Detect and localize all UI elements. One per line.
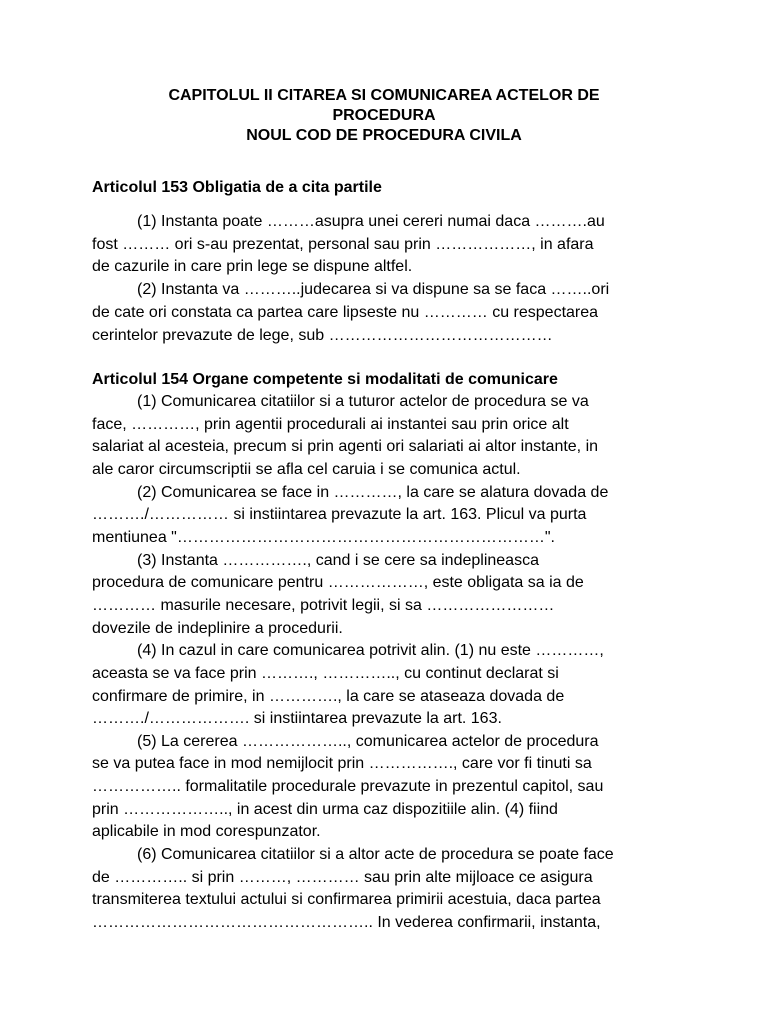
article-153-line: (2) Instanta va ………..judecarea si va dispune sa se faca ……..ori (137, 281, 610, 298)
article-154-line: (1) Comunicarea citatiilor si a tuturor actelor de procedura se va (137, 393, 589, 410)
article-154-line: ………… masurile necesare, potrivit legii, si sa …………………… (92, 597, 555, 614)
title-line-3: NOUL COD DE PROCEDURA CIVILA (246, 127, 522, 144)
article-154-line: dovezile de indeplinire a procedurii. (92, 620, 343, 637)
article-154-line: aceasta se va face prin ………., ………….., cu continut declarat si (92, 665, 559, 682)
article-153-line: de cazurile in care prin lege se dispune altfel. (92, 258, 413, 275)
article-153-line: fost ……… ori s-au prezentat, personal sau prin ………………, in afara (92, 236, 594, 253)
article-154-line: face, …………, prin agentii procedurali ai instantei sau prin orice alt (92, 416, 569, 433)
article-154-line: ………./…………… si instiintarea prevazute la art. 163. Plicul va purta (92, 506, 587, 523)
article-154-line: mentiunea "……………………………………………………………". (92, 529, 555, 546)
article-154-line: (5) La cererea ……………….., comunicarea actelor de procedura (137, 733, 599, 750)
article-154-line: salariat al acesteia, precum si prin agenti ori salariati ai altor instante, in (92, 438, 599, 455)
article-154-line: se va putea face in mod nemijlocit prin ……………., care vor fi tinuti sa (92, 755, 592, 772)
article-153-line: (1) Instanta poate ………asupra unei cereri numai daca ……….au (137, 213, 605, 230)
article-153-line: cerintelor prevazute de lege, sub …………………………………… (92, 327, 553, 344)
article-154-line: (4) In cazul in care comunicarea potrivit alin. (1) nu este …………, (137, 642, 604, 659)
article-154-line: de ………….. si prin ………, ………… sau prin alte mijloace ce asigura (92, 869, 593, 886)
article-154-heading: Articolul 154 Organe competente si modalitati de comunicare (92, 371, 558, 388)
article-154-line: ………./………………. si instiintarea prevazute la art. 163. (92, 710, 502, 727)
article-154-line: …………….. formalitatile procedurale prevazute in prezentul capitol, sau (92, 778, 604, 795)
article-154-line: prin ……………….., in acest din urma caz dispozitiile alin. (4) fiind (92, 801, 558, 818)
article-154-line: aplicabile in mod corespunzator. (92, 823, 321, 840)
article-153-heading: Articolul 153 Obligatia de a cita partile (92, 179, 382, 196)
article-154-line: ale caror circumscriptii se afla cel caruia i se comunica actul. (92, 461, 521, 478)
article-154-line: transmiterea textului actului si confirmarea primirii acestuia, daca partea (92, 891, 601, 908)
article-153-line: de cate ori constata ca partea care lipseste nu ………… cu respectarea (92, 304, 599, 321)
title-line-1: CAPITOLUL II CITAREA SI COMUNICAREA ACTELOR DE (168, 87, 600, 104)
article-154-line: (2) Comunicarea se face in …………, la care se alatura dovada de (137, 484, 609, 501)
article-154-line: confirmare de primire, in …………., la care se ataseaza dovada de (92, 688, 565, 705)
article-154-line: (3) Instanta ……………., cand i se cere sa indeplineasca (137, 552, 539, 569)
article-154-line: (6) Comunicarea citatiilor si a altor acte de procedura se poate face (137, 846, 614, 863)
document-title (0, 86, 768, 146)
article-154-line: …………………………………………….. In vederea confirmarii, instanta, (92, 914, 601, 931)
article-154-line: procedura de comunicare pentru ………………, este obligata sa ia de (92, 574, 584, 591)
title-line-2: PROCEDURA (332, 107, 436, 124)
